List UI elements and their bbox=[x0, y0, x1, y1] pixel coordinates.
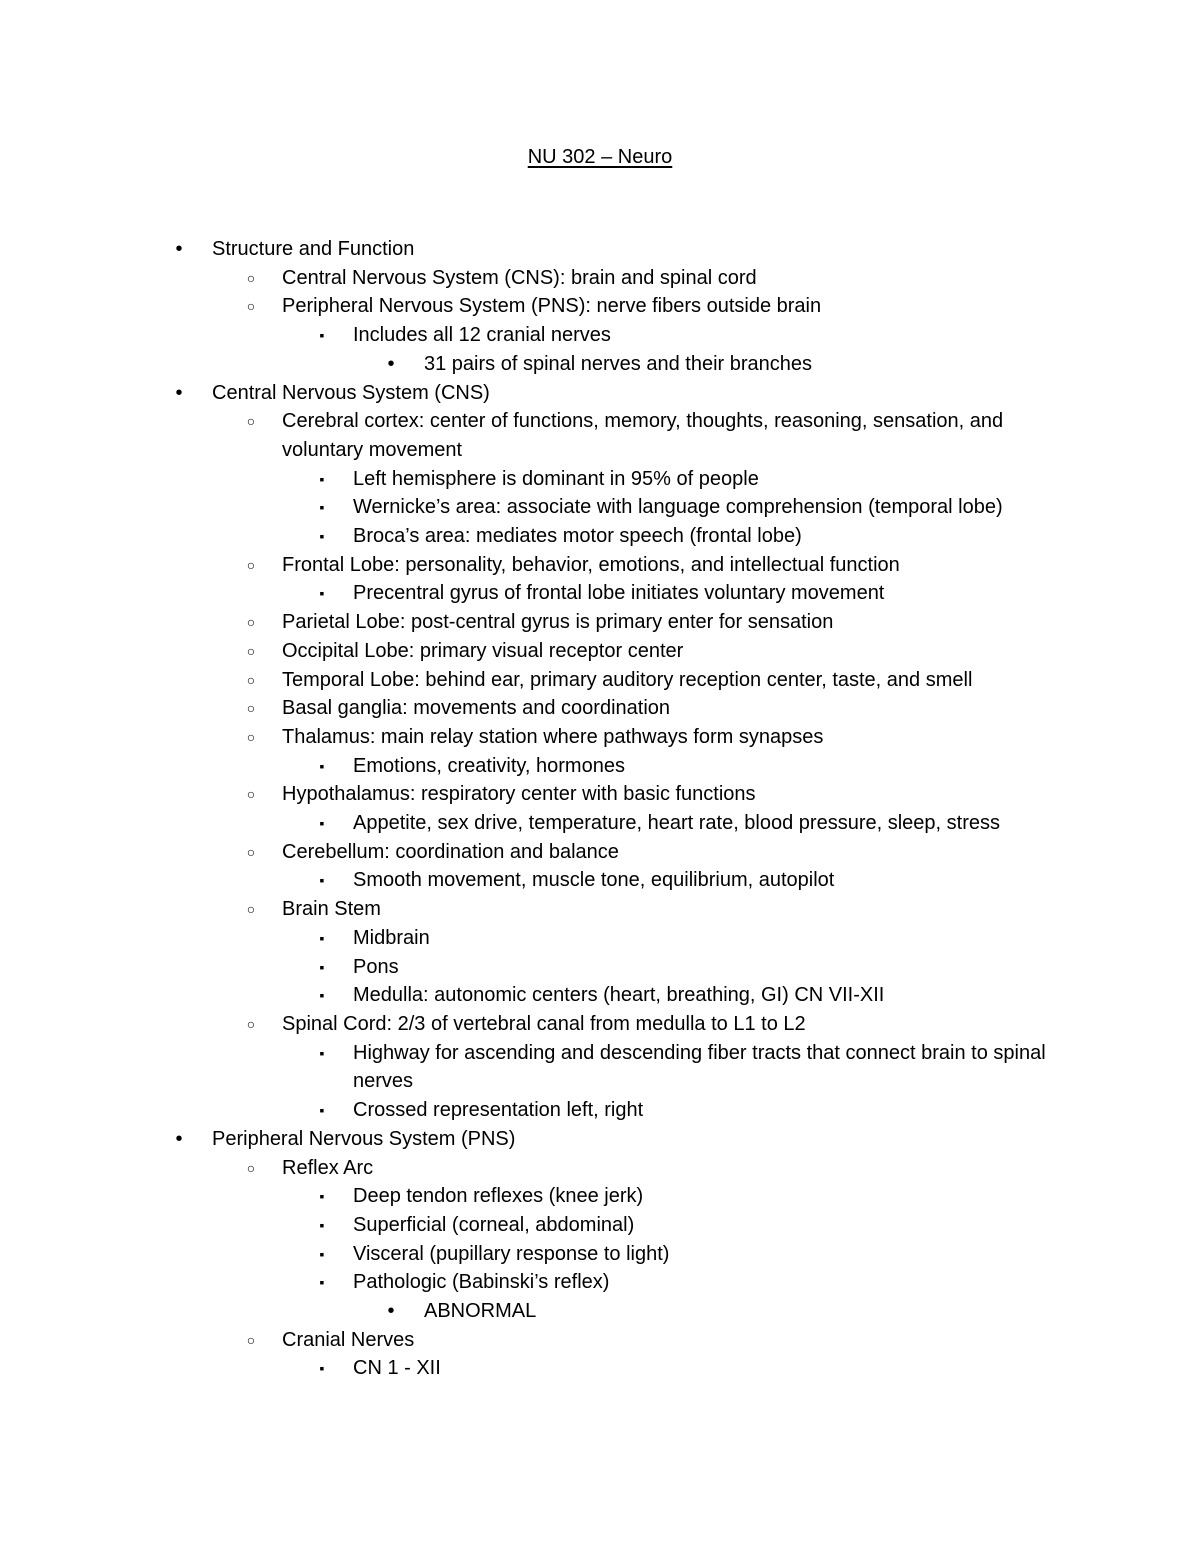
list-item bbox=[0, 1182, 1200, 1211]
bullet-icon: • bbox=[175, 238, 183, 260]
list-item bbox=[0, 752, 1200, 781]
bullet-icon: • bbox=[175, 1127, 183, 1150]
square-bullet-icon: ▪ bbox=[319, 1102, 325, 1119]
list-item-text: Temporal Lobe: behind ear, primary auditory reception center, taste, and smell bbox=[282, 668, 973, 691]
circle-bullet-icon: ○ bbox=[246, 413, 256, 430]
square-bullet-icon: ▪ bbox=[319, 1245, 325, 1262]
list-item bbox=[0, 350, 1200, 379]
list-item-text: Basal ganglia: movements and coordination bbox=[282, 697, 671, 720]
list-item-text: Visceral (pupillary response to light) bbox=[353, 1242, 670, 1265]
list-item bbox=[0, 1096, 1200, 1125]
square-bullet-icon: ▪ bbox=[319, 327, 325, 344]
circle-bullet-icon: ○ bbox=[246, 843, 256, 860]
list-item bbox=[0, 866, 1200, 895]
square-bullet-icon: ▪ bbox=[319, 470, 325, 487]
circle-bullet-icon: ○ bbox=[246, 556, 256, 573]
list-item bbox=[0, 407, 1042, 464]
list-item bbox=[0, 838, 1200, 867]
list-item bbox=[0, 264, 1200, 293]
list-item-text: Highway for ascending and descending fiber tracts that connect brain to spinal nerves bbox=[353, 1041, 1046, 1093]
list-item-text: 31 pairs of spinal nerves and their branches bbox=[424, 352, 813, 375]
bullet-icon: • bbox=[387, 352, 395, 375]
circle-bullet-icon: ○ bbox=[246, 298, 256, 315]
list-item bbox=[0, 551, 1200, 580]
list-item bbox=[0, 292, 1200, 321]
list-item bbox=[0, 895, 1200, 924]
list-item-text: Wernicke’s area: associate with language comprehension (temporal lobe) bbox=[353, 496, 1003, 519]
list-item bbox=[0, 666, 1200, 695]
circle-bullet-icon: ○ bbox=[246, 614, 256, 631]
list-item bbox=[0, 1010, 1200, 1039]
list-item bbox=[0, 608, 1200, 637]
list-item-text: Cranial Nerves bbox=[282, 1328, 415, 1351]
list-item bbox=[0, 579, 1200, 608]
square-bullet-icon: ▪ bbox=[319, 872, 325, 889]
list-item bbox=[0, 694, 1200, 723]
list-item-text: Structure and Function bbox=[212, 238, 415, 260]
list-item-text: Precentral gyrus of frontal lobe initiates voluntary movement bbox=[353, 582, 885, 605]
circle-bullet-icon: ○ bbox=[246, 1159, 256, 1176]
bullet-icon: • bbox=[175, 381, 183, 404]
list-item bbox=[0, 924, 1200, 953]
list-item bbox=[0, 953, 1200, 982]
list-item-text: Parietal Lobe: post-central gyrus is primary enter for sensation bbox=[282, 611, 834, 634]
list-item-text: Central Nervous System (CNS): brain and spinal cord bbox=[282, 266, 757, 289]
bullet-icon: • bbox=[387, 1300, 395, 1323]
list-item bbox=[0, 1125, 1200, 1154]
square-bullet-icon: ▪ bbox=[319, 757, 325, 774]
square-bullet-icon: ▪ bbox=[319, 585, 325, 602]
list-item-text: Appetite, sex drive, temperature, heart rate, blood pressure, sleep, stress bbox=[353, 812, 1000, 835]
list-item bbox=[0, 723, 1200, 752]
list-item-text: Hypothalamus: respiratory center with basic functions bbox=[282, 783, 756, 806]
list-item-text: Pons bbox=[353, 955, 399, 978]
list-item-text: Pathologic (Babinski’s reflex) bbox=[353, 1271, 610, 1294]
list-item-text: Brain Stem bbox=[282, 898, 381, 921]
list-item bbox=[0, 493, 1200, 522]
list-item-text: Deep tendon reflexes (knee jerk) bbox=[353, 1185, 644, 1208]
list-item-text: Smooth movement, muscle tone, equilibrium, autopilot bbox=[353, 869, 835, 892]
list-item bbox=[0, 1154, 1200, 1183]
list-item-text: Includes all 12 cranial nerves bbox=[353, 324, 611, 347]
list-item-text: Cerebellum: coordination and balance bbox=[282, 840, 619, 863]
list-item-text: Medulla: autonomic centers (heart, breathing, GI) CN VII-XII bbox=[353, 984, 885, 1007]
list-item bbox=[0, 981, 1200, 1010]
square-bullet-icon: ▪ bbox=[319, 1044, 325, 1061]
list-item-text: ABNORMAL bbox=[424, 1300, 537, 1323]
list-item-text: Crossed representation left, right bbox=[353, 1099, 644, 1122]
list-item-text: Peripheral Nervous System (PNS) bbox=[212, 1127, 516, 1150]
list-item-text: Reflex Arc bbox=[282, 1156, 374, 1179]
circle-bullet-icon: ○ bbox=[246, 786, 256, 803]
outline-list bbox=[0, 235, 1200, 1383]
square-bullet-icon: ▪ bbox=[319, 958, 325, 975]
circle-bullet-icon: ○ bbox=[246, 700, 256, 717]
list-item bbox=[0, 809, 1200, 838]
list-item bbox=[0, 1268, 1200, 1297]
list-item-text: Occipital Lobe: primary visual receptor center bbox=[282, 639, 684, 662]
list-item-text: Left hemisphere is dominant in 95% of people bbox=[353, 467, 759, 490]
square-bullet-icon: ▪ bbox=[319, 528, 325, 545]
list-item bbox=[0, 1326, 1200, 1355]
circle-bullet-icon: ○ bbox=[246, 671, 256, 688]
square-bullet-icon: ▪ bbox=[319, 929, 325, 946]
list-item-text: Emotions, creativity, hormones bbox=[353, 754, 625, 777]
list-item-text: Superficial (corneal, abdominal) bbox=[353, 1213, 635, 1236]
list-item bbox=[0, 235, 1200, 264]
circle-bullet-icon: ○ bbox=[246, 269, 256, 286]
list-item-text: Thalamus: main relay station where pathways form synapses bbox=[282, 725, 824, 748]
circle-bullet-icon: ○ bbox=[246, 642, 256, 659]
list-item bbox=[0, 465, 1200, 494]
list-item bbox=[0, 1240, 1200, 1269]
list-item-text: Central Nervous System (CNS) bbox=[212, 381, 490, 404]
list-item-text: Spinal Cord: 2/3 of vertebral canal from medulla to L1 to L2 bbox=[282, 1012, 806, 1035]
square-bullet-icon: ▪ bbox=[319, 1216, 325, 1233]
square-bullet-icon: ▪ bbox=[319, 1188, 325, 1205]
page-title: NU 302 – Neuro bbox=[527, 146, 673, 168]
list-item bbox=[0, 1211, 1200, 1240]
list-item-text: Frontal Lobe: personality, behavior, emotions, and intellectual function bbox=[282, 553, 900, 576]
list-item-text: Peripheral Nervous System (PNS): nerve fibers outside brain bbox=[282, 295, 822, 318]
list-item-text: Midbrain bbox=[353, 926, 430, 949]
square-bullet-icon: ▪ bbox=[319, 1274, 325, 1291]
list-item bbox=[0, 780, 1200, 809]
square-bullet-icon: ▪ bbox=[319, 499, 325, 516]
circle-bullet-icon: ○ bbox=[246, 1015, 256, 1032]
list-item bbox=[0, 1039, 1053, 1096]
circle-bullet-icon: ○ bbox=[246, 1331, 256, 1348]
circle-bullet-icon: ○ bbox=[246, 728, 256, 745]
list-item-text: CN 1 - XII bbox=[353, 1357, 441, 1380]
square-bullet-icon: ▪ bbox=[319, 815, 325, 832]
circle-bullet-icon: ○ bbox=[246, 901, 256, 918]
square-bullet-icon: ▪ bbox=[319, 987, 325, 1004]
list-item bbox=[0, 1354, 1200, 1383]
list-item bbox=[0, 522, 1200, 551]
list-item bbox=[0, 637, 1200, 666]
list-item-text: Broca’s area: mediates motor speech (frontal lobe) bbox=[353, 525, 802, 548]
list-item bbox=[0, 321, 1200, 350]
square-bullet-icon: ▪ bbox=[319, 1360, 325, 1377]
list-item-text: Cerebral cortex: center of functions, memory, thoughts, reasoning, sensation, and voluntary movement bbox=[282, 410, 1004, 461]
list-item bbox=[0, 379, 1200, 408]
list-item bbox=[0, 1297, 1200, 1326]
